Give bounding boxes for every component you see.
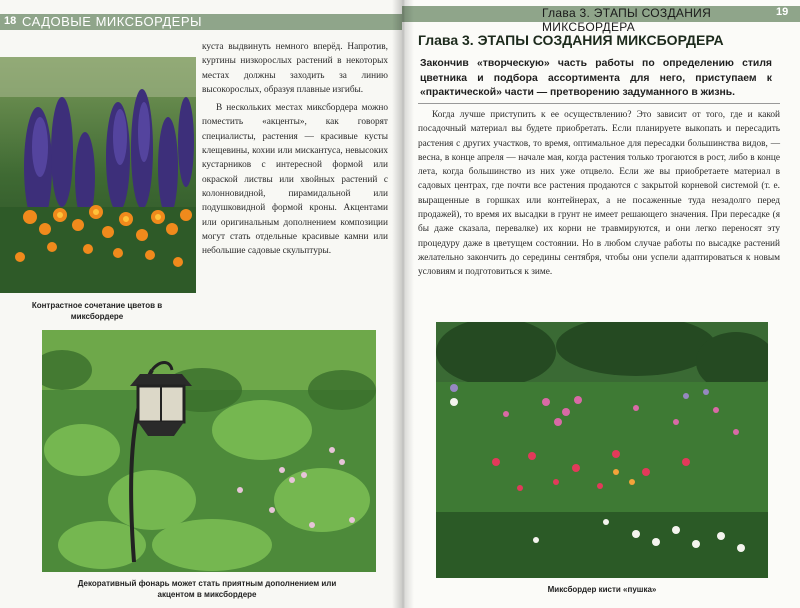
left-page-number: 18 [4, 15, 17, 27]
left-running-head [0, 0, 402, 30]
mixed-border-image [436, 322, 768, 578]
caption-bottom-left: Декоративный фонарь может стать приятным дополнением или акцентом в миксбордере [77, 579, 337, 599]
left-running-head-title: САДОВЫЕ МИКСБОРДЕРЫ [22, 14, 203, 29]
photo-delphinium-trollius [0, 57, 196, 293]
right-page [402, 0, 800, 608]
lead-divider [418, 103, 780, 104]
chapter-lead: Закончив «творческую» часть работы по определению стиля цветника и подбора ассортимента для него, приступаем к «практической» части — претворению задуманного в жизнь. [420, 58, 772, 98]
right-running-head-title: Глава 3. ЭТАПЫ СОЗДАНИЯ МИКСБОРДЕРА [542, 6, 712, 34]
delphinium-image [0, 57, 196, 293]
right-paragraph-1: Когда лучше приступить к ее осуществлению? Это зависит от того, где и какой посадочный материал вы будете приобретать. Если планируете выкопать и пересадить растения с других участков, то время, оптимальное для пересадки большинства видов, — весна, в конце апреля — начале мая, когда растения только трогаются в рост, либо в конце лета, когда большинство из них уже отцвело. Если же вы приобретаете материал в садовых центрах, где почти все растения продаются с закрытой корневой системой (т. е. выращенные в горшках или контейнерах, а не посаженные туда незадолго перед продажей), то время их высадки в грунт не имеет решающего значения. При пересадке (я бы даже сказала, перевалке) их корни не травмируются, и они легко переносят эту процедуру даже в цветущем состоянии. Но в любом случае работы по высадке растений желательно закончить до середины сентября, чтобы они успели адаптироваться к новым условиям и подготовиться к зиме. [418, 110, 780, 278]
right-running-head [402, 0, 800, 34]
chapter-title: Глава 3. ЭТАПЫ СОЗДАНИЯ МИКСБОРДЕРА [418, 32, 724, 48]
photo-garden-lantern [42, 330, 376, 572]
left-column-text [202, 40, 388, 258]
left-paragraph-2: В нескольких местах миксбордера можно поместить «акценты», как говорят специалисты, растения — красивые кусты клещевины, кохии или мискантуса, невысоких кустарников с интересной формой или окраской листвы или хвойных растений с колонновидной, пирамидальной или подушковидной формой кроны. Акцентами или оригинальным дополнением композиции могут стать отдельные красивые камни или небольшие садовые скульптуры. [202, 103, 388, 257]
book-gutter [392, 0, 414, 608]
lantern-image [42, 330, 376, 572]
left-paragraph-1: куста выдвинуть немного вперёд. Напротив, куртины низкорослых растений в некоторых местах должны заходить за линию высокорослых, образуя плавные изгибы. [202, 42, 388, 95]
right-page-number: 19 [776, 6, 789, 18]
caption-top-left: Контрастное сочетание цветов в миксбордере [31, 301, 163, 321]
photo-mixed-border [436, 322, 768, 578]
right-column-text [418, 108, 780, 280]
caption-right: Миксбордер кисти «пушка» [547, 585, 657, 594]
